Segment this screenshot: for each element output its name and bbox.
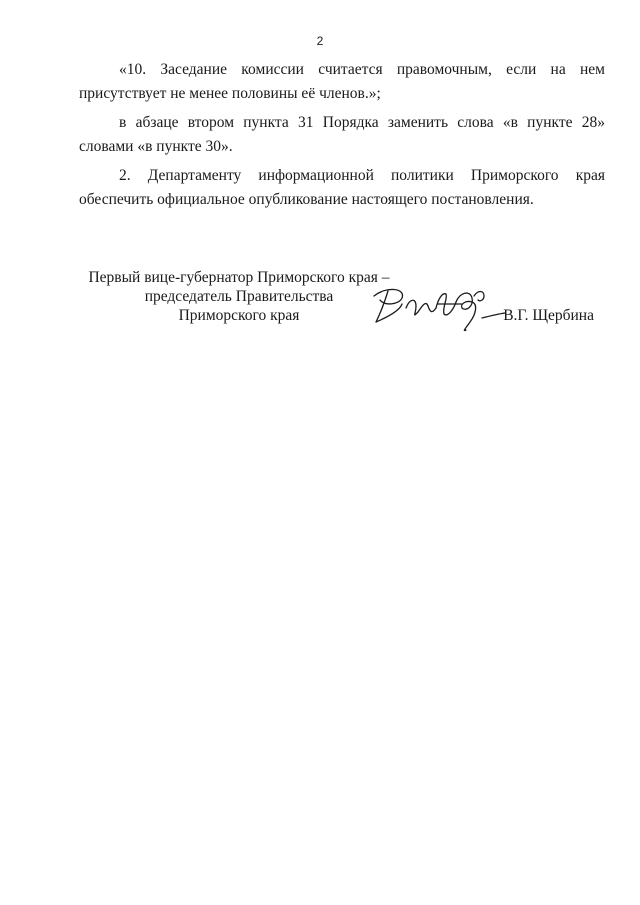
signer-name: В.Г. Щербина (503, 307, 594, 324)
document-body (79, 58, 605, 217)
page-number: 2 (316, 34, 324, 48)
signatory-position (79, 268, 399, 325)
paragraph-amendment-item-31: в абзаце втором пункта 31 Порядка заменить слова «в пункте 28» словами «в пункте 30». (79, 114, 605, 155)
position-line-1: Первый вице-губернатор Приморского края – (88, 269, 390, 286)
position-line-2: председатель Правительства (144, 288, 334, 305)
paragraph-item-10-quorum: «10. Заседание комиссии считается правомочным, если на нем присутствует не менее половины её членов.»; (79, 61, 605, 102)
handwritten-signature-icon (366, 278, 506, 336)
position-line-3: Приморского края (178, 307, 300, 324)
paragraph-publication-order: 2. Департаменту информационной политики Приморского края обеспечить официальное опубликование настоящего постановления. (79, 167, 605, 208)
signature-block (79, 268, 605, 338)
